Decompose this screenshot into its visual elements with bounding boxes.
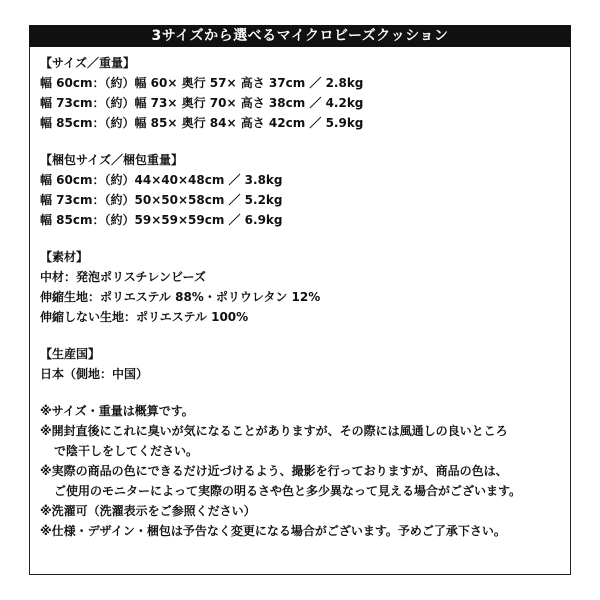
package-section: [40, 150, 565, 230]
package-row: 幅 85cm：（約）59×59×59cm ／ 6.9kg: [40, 213, 283, 227]
package-row: 幅 60cm：（約）44×40×48cm ／ 3.8kg: [40, 173, 283, 187]
note-line: ※仕様・デザイン・梱包は予告なく変更になる場合がございます。予めご了承下さい。: [40, 524, 506, 538]
notes-section: [40, 401, 565, 541]
size-weight-row: 幅 85cm：（約）幅 85× 奥行 84× 高さ 42cm ／ 5.9kg: [40, 116, 364, 130]
note-line: ※開封直後にこれに臭いが気になることがありますが、その際には風通しの良いところ: [40, 424, 508, 438]
size-weight-row: 幅 73cm：（約）幅 73× 奥行 70× 高さ 38cm ／ 4.2kg: [40, 96, 364, 110]
origin-heading: 【生産国】: [40, 347, 101, 361]
page-title: 3サイズから選べるマイクロビーズクッション: [29, 25, 571, 47]
material-section: [40, 247, 565, 327]
package-heading: 【梱包サイズ／梱包重量】: [40, 153, 184, 167]
spec-content: [40, 53, 565, 558]
package-row: 幅 73cm：（約）50×50×58cm ／ 5.2kg: [40, 193, 283, 207]
note-line: ※洗濯可（洗濯表示をご参照ください）: [40, 504, 256, 518]
note-line: ※サイズ・重量は概算です。: [40, 404, 194, 418]
size-weight-row: 幅 60cm：（約）幅 60× 奥行 57× 高さ 37cm ／ 2.8kg: [40, 76, 364, 90]
material-row: 伸縮しない生地：ポリエステル 100%: [40, 310, 249, 324]
material-row: 中材：発泡ポリスチレンビーズ: [40, 270, 206, 284]
note-line: ※実際の商品の色にできるだけ近づけるよう、撮影を行っておりますが、商品の色は、: [40, 464, 508, 478]
origin-row: 日本（側地：中国）: [40, 367, 149, 381]
material-row: 伸縮生地：ポリエステル 88%・ポリウレタン 12%: [40, 290, 321, 304]
note-line-continued: ご使用のモニターによって実際の明るさや色と多少異なって見える場合がございます。: [54, 484, 522, 498]
material-heading: 【素材】: [40, 250, 89, 264]
note-line-continued: で陰干しをしてください。: [54, 444, 199, 458]
origin-section: [40, 344, 565, 384]
size-weight-section: [40, 53, 565, 133]
size-weight-heading: 【サイズ／重量】: [40, 56, 136, 70]
